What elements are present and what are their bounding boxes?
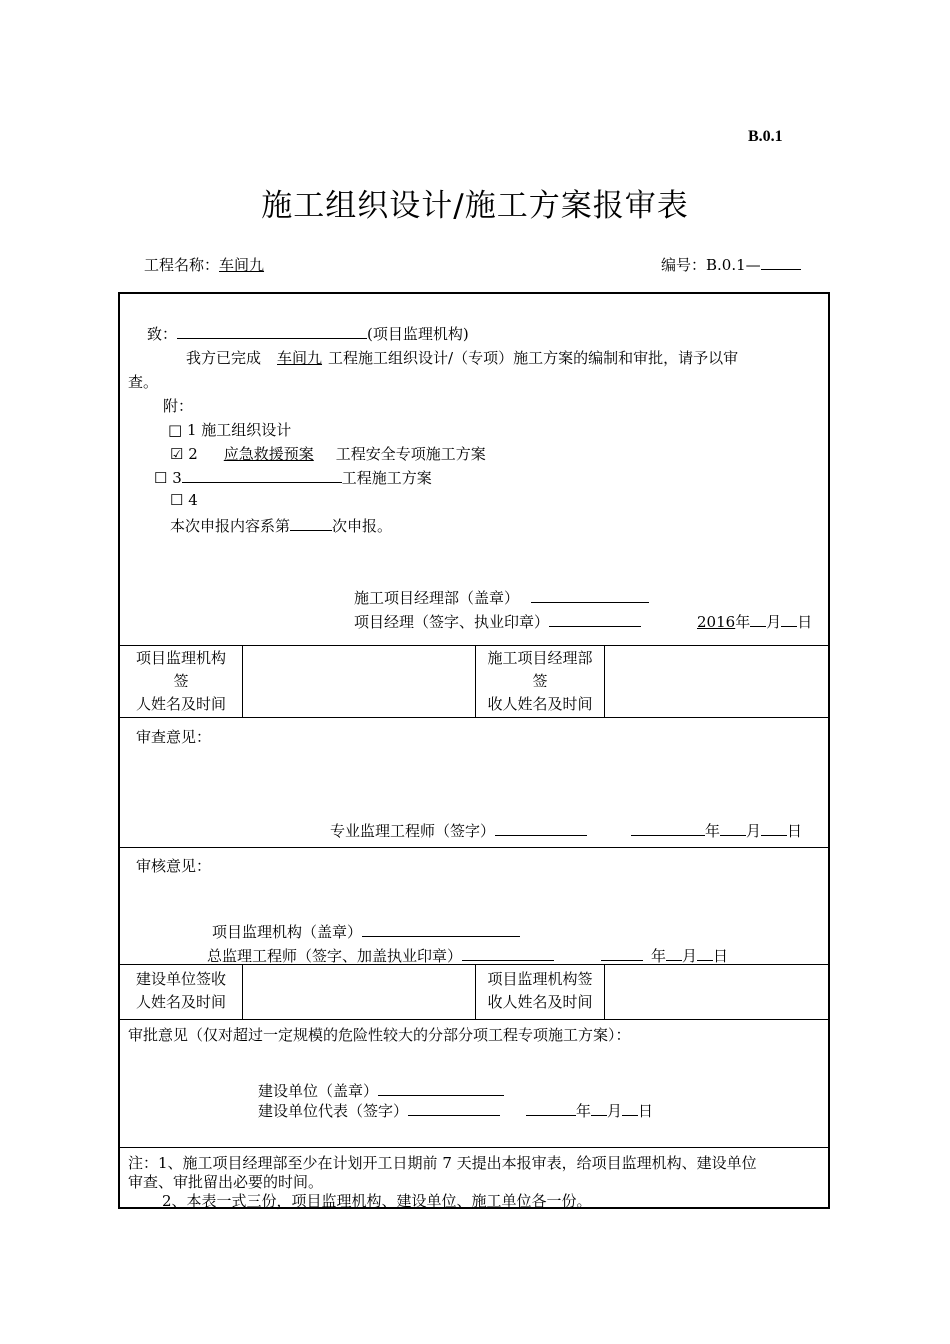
attachment-item-3[interactable] [154,467,432,488]
label-line: 收人姓名及时间 [487,695,593,713]
day-field[interactable] [697,946,713,961]
audit-opinion-label: 审核意见： [136,857,212,875]
day-unit: 日 [713,947,729,965]
day-unit: 日 [797,613,813,631]
attachment-item-3-field[interactable] [182,468,342,483]
review-date [631,820,802,841]
month-unit: 月 [746,822,762,840]
label-line: 签 [532,672,548,690]
supervisor-receipt-2-label [476,968,604,1014]
project-name [144,254,264,275]
day-field[interactable] [622,1101,638,1116]
manager-signature-label: 项目经理（签字、执业印章） [354,613,550,631]
checked-box-icon[interactable]: ☑ [170,445,184,463]
attachments-label: 附： [163,397,194,415]
label-line: 收人姓名及时间 [487,993,593,1011]
attachment-item-2-fill: 应急救援预案 [223,445,314,463]
year-field[interactable] [631,821,705,836]
label-line: 项目监理机构 [135,649,226,667]
note-line-2: 审查、审批留出必要的时间。 [128,1173,324,1191]
audit-date [601,945,728,966]
year-unit: 年 [705,822,721,840]
supervisor-receipt-field[interactable] [243,646,475,717]
manager-signature-field[interactable] [549,612,641,627]
row-divider [120,717,830,718]
review-signer-label: 专业监理工程师（签字） [330,822,496,840]
supervisor-stamp-label: 项目监理机构（盖章） [212,923,363,941]
year-unit: 年 [735,613,751,631]
chief-engineer-field[interactable] [462,946,554,961]
day-field[interactable] [761,821,787,836]
to-label: 致： [147,325,178,343]
checkbox-icon[interactable]: ☐ [154,469,168,487]
month-field[interactable] [591,1101,607,1116]
attachment-item-3-suffix: 工程施工方案 [341,469,432,487]
approval-date [526,1100,653,1121]
month-field[interactable] [666,946,682,961]
year-unit: 年 [576,1102,592,1120]
attachment-item-4[interactable]: ☐ 4 [170,491,198,509]
row-divider [120,847,830,848]
statement-line [186,347,738,368]
owner-receipt-field[interactable] [243,965,475,1019]
submission-count [170,515,392,536]
statement-project: 车间九 [277,349,323,367]
label-line: 人姓名及时间 [135,695,226,713]
submission-count-prefix: 本次申报内容系第 [170,517,291,535]
contractor-stamp [354,587,649,608]
to-suffix: (项目监理机构) [367,325,469,343]
owner-stamp [258,1080,504,1101]
label-line: 项目监理机构签 [487,970,593,988]
chief-engineer-label: 总监理工程师（签字、加盖执业印章） [207,947,463,965]
year-field[interactable] [526,1101,576,1116]
to-line [147,323,469,344]
review-opinion-label: 审查意见： [136,728,212,746]
label-line: 建设单位签收 [135,970,226,988]
month-field[interactable] [750,612,766,627]
submission-year: 2016 [697,613,736,631]
row-divider [120,1147,830,1148]
owner-receipt-label [120,968,242,1014]
submission-date [697,611,812,632]
attachment-item-3-number: 3 [172,469,182,487]
attachment-item-2-number: 2 [188,445,198,463]
label-line: 施工项目经理部 [487,649,593,667]
day-unit: 日 [638,1102,654,1120]
contractor-receipt-field[interactable] [605,646,830,717]
row-divider [120,1019,830,1020]
contractor-stamp-field[interactable] [531,588,649,603]
owner-rep-signature [258,1100,500,1121]
attachment-item-2-suffix: 工程安全专项施工方案 [335,445,486,463]
submission-count-field[interactable] [290,516,332,531]
month-unit: 月 [682,947,698,965]
form-number [661,254,801,275]
owner-stamp-field[interactable] [378,1081,504,1096]
statement-prefix: 我方已完成 [186,349,262,367]
attachment-item-2[interactable] [170,443,486,464]
note-line-3: 2、本表一式三份，项目监理机构、建设单位、施工单位各一份。 [162,1192,592,1210]
page-title: 施工组织设计/施工方案报审表 [261,188,689,224]
supervisor-stamp [212,921,520,942]
statement-line-2: 查。 [128,373,159,391]
month-unit: 月 [766,613,782,631]
label-line: 签 [173,672,189,690]
day-field[interactable] [781,612,797,627]
form-code: B.0.1 [748,128,783,145]
year-unit: 年 [651,947,667,965]
owner-rep-field[interactable] [408,1101,500,1116]
label-line: 人姓名及时间 [135,993,226,1011]
chief-engineer-signature [207,945,554,966]
form-number-field[interactable] [761,255,801,270]
owner-stamp-label: 建设单位（盖章） [258,1082,379,1100]
project-name-label: 工程名称： [144,256,220,274]
to-recipient-field[interactable] [177,324,367,339]
note-line-1: 注：1、施工项目经理部至少在计划开工日期前 7 天提出本报审表，给项目监理机构、建设单位 [128,1154,757,1172]
statement-suffix: 工程施工组织设计/（专项）施工方案的编制和审批，请予以审 [328,349,739,367]
owner-rep-label: 建设单位代表（签字） [258,1102,409,1120]
manager-signature [354,611,641,632]
year-field[interactable] [601,946,643,961]
contractor-stamp-label: 施工项目经理部（盖章） [354,589,520,607]
project-name-value: 车间九 [219,256,265,274]
supervisor-stamp-field[interactable] [362,922,520,937]
approval-opinion-label: 审批意见（仅对超过一定规模的危险性较大的分部分项工程专项施工方案）： [128,1026,631,1044]
day-unit: 日 [787,822,803,840]
supervisor-receipt-2-field[interactable] [605,965,830,1019]
contractor-receipt-label [476,647,604,716]
month-field[interactable] [720,821,746,836]
supervisor-receipt-label [120,647,242,716]
review-signer-field[interactable] [495,821,587,836]
submission-count-suffix: 次申报。 [332,517,393,535]
review-signature [330,820,587,841]
attachment-item-1[interactable]: □ 1 施工组织设计 [168,421,292,439]
form-number-label: 编号：B.0.1— [661,256,761,274]
month-unit: 月 [607,1102,623,1120]
